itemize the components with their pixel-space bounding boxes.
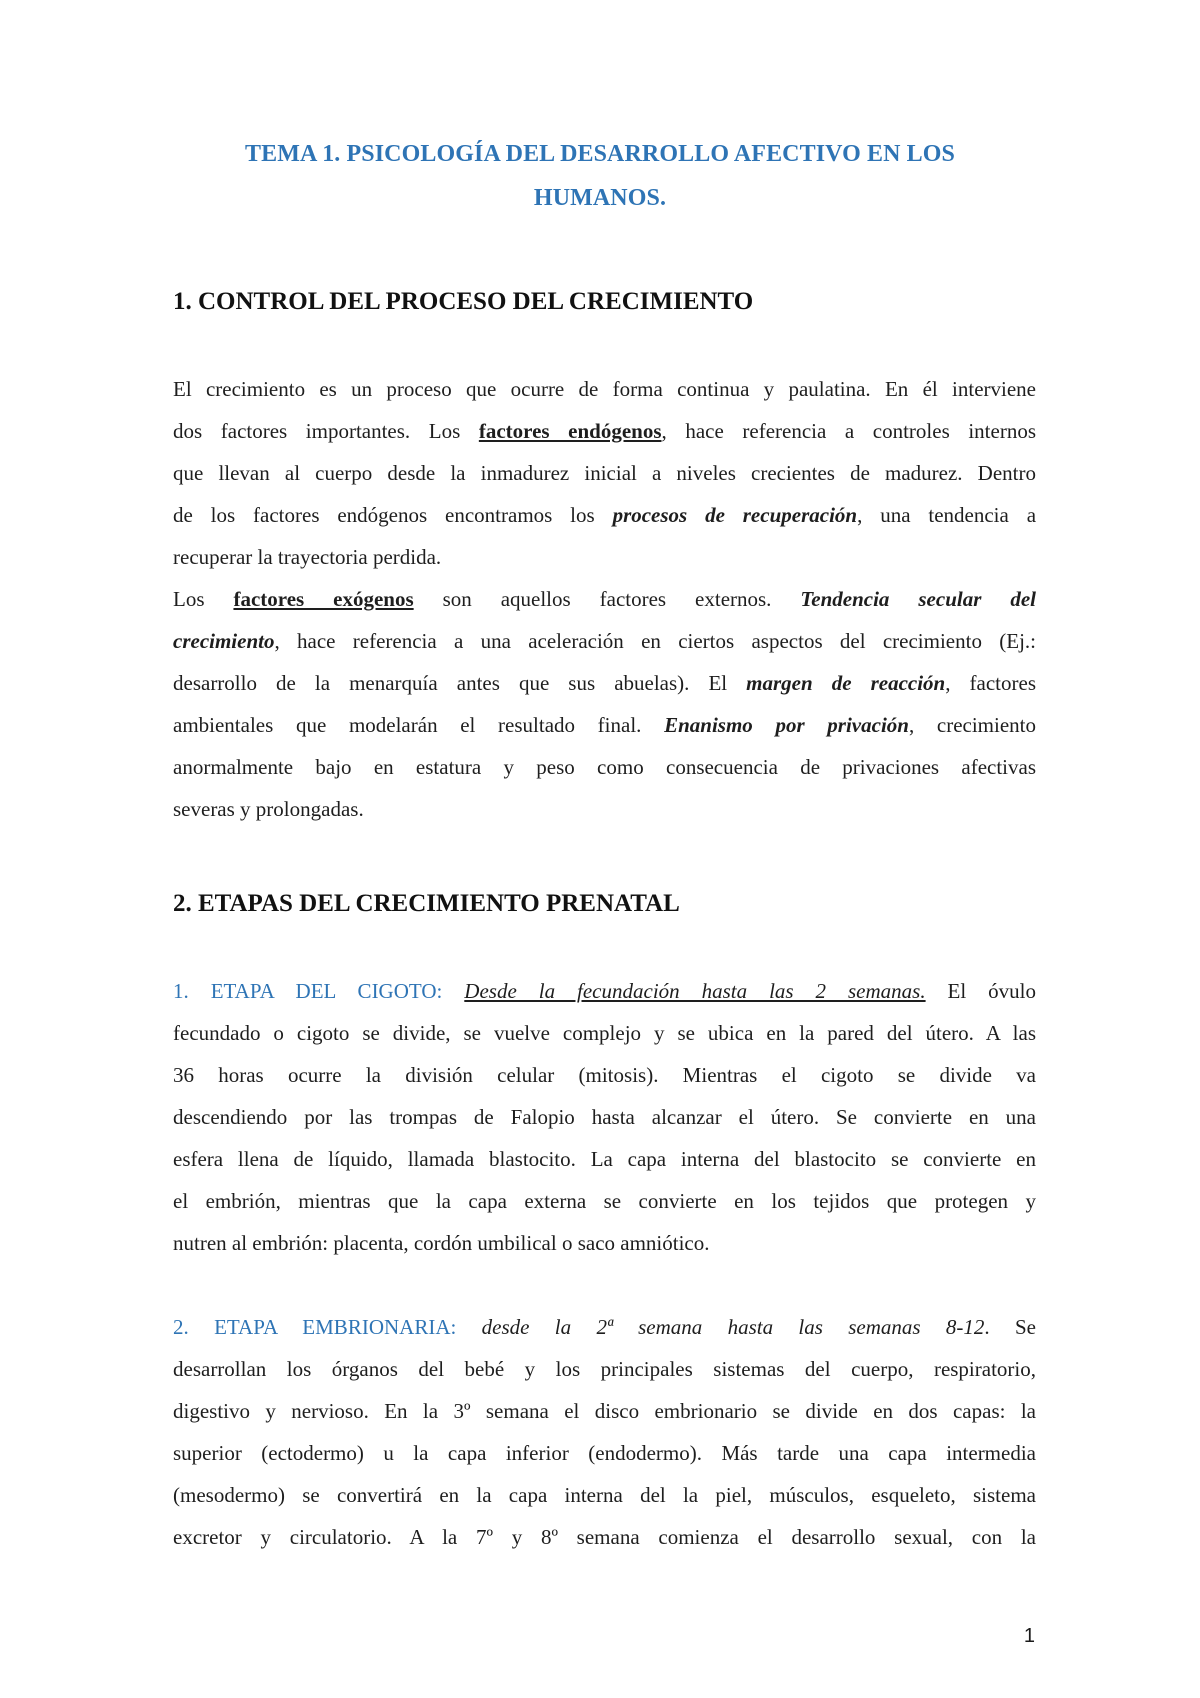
paragraph-line: nutren al embrión: placenta, cordón umbilical o saco amniótico. (173, 1231, 710, 1255)
paragraph-line (173, 578, 1036, 620)
paragraph-line (173, 494, 1036, 536)
document-title-line-1: TEMA 1. PSICOLOGÍA DEL DESARROLLO AFECTIVO EN LOS (245, 141, 955, 167)
term-enanismo-por-privacion: Enanismo por privación (664, 713, 909, 737)
paragraph-line: que llevan al cuerpo desde la inmadurez inicial a niveles crecientes de madurez. Dentro (173, 461, 1036, 485)
paragraph-line: 36 horas ocurre la división celular (mitosis). Mientras el cigoto se divide va (173, 1063, 1036, 1087)
stage-cigoto (173, 970, 1036, 1264)
text-run: Los (173, 587, 234, 611)
stage-embrionaria (173, 1306, 1036, 1558)
paragraph-line (173, 1306, 1036, 1348)
text-run: desarrollo de la menarquía antes que sus abuelas). El (173, 671, 747, 695)
text-run: dos factores importantes. Los (173, 419, 479, 443)
paragraph-line (173, 704, 1036, 746)
stage-range: desde la 2ª semana hasta las semanas 8-12 (481, 1315, 985, 1339)
page-number: 1 (1023, 1625, 1035, 1647)
text-run: El óvulo (925, 979, 1037, 1003)
term-tendencia-secular: Tendencia secular del (800, 587, 1036, 611)
paragraph-line: desarrollan los órganos del bebé y los principales sistemas del cuerpo, respiratorio, (173, 1357, 1036, 1381)
text-run: son aquellos factores externos. (413, 587, 801, 611)
text-run: , factores (945, 671, 1036, 695)
paragraph-line (173, 410, 1036, 452)
paragraph-line: (mesodermo) se convertirá en la capa interna del la piel, músculos, esqueleto, sistema (173, 1483, 1036, 1507)
paragraph-line: esfera llena de líquido, llamada blastocito. La capa interna del blastocito se convierte en (173, 1147, 1036, 1171)
paragraph-line: recuperar la trayectoria perdida. (173, 545, 442, 569)
paragraph-line (173, 620, 1036, 662)
term-margen-de-reaccion: margen de reacción (746, 671, 946, 695)
paragraph-line: fecundado o cigoto se divide, se vuelve complejo y se ubica en la pared del útero. A las (173, 1021, 1036, 1045)
paragraph-line: el embrión, mientras que la capa externa se convierte en los tejidos que protegen y (173, 1189, 1036, 1213)
paragraph-line: superior (ectodermo) u la capa inferior (endodermo). Más tarde una capa intermedia (173, 1441, 1036, 1465)
text-run: , crecimiento (908, 713, 1036, 737)
stage-label: 2. ETAPA EMBRIONARIA: (173, 1315, 482, 1339)
stage-label: 1. ETAPA DEL CIGOTO: (173, 979, 465, 1003)
text-run: , hace referencia a controles internos (661, 419, 1036, 443)
paragraph-line: El crecimiento es un proceso que ocurre de forma continua y paulatina. En él interviene (173, 377, 1036, 401)
paragraph-line: digestivo y nervioso. En la 3º semana el disco embrionario se divide en dos capas: la (173, 1399, 1036, 1423)
text-run: , hace referencia a una aceleración en ciertos aspectos del crecimiento (Ej.: (274, 629, 1036, 653)
section-1-heading: 1. CONTROL DEL PROCESO DEL CRECIMIENTO (173, 288, 754, 315)
paragraph-line (173, 662, 1036, 704)
text-run: . Se (984, 1315, 1037, 1339)
section-1-body (173, 368, 1036, 830)
term-crecimiento: crecimiento (173, 629, 275, 653)
paragraph-line (173, 970, 1036, 1012)
paragraph-line: anormalmente bajo en estatura y peso como consecuencia de privaciones afectivas (173, 755, 1036, 779)
stage-range: Desde la fecundación hasta las 2 semanas. (464, 979, 926, 1003)
paragraph-line: descendiendo por las trompas de Falopio hasta alcanzar el útero. Se convierte en una (173, 1105, 1036, 1129)
document-title (150, 132, 1050, 220)
text-run: , una tendencia a (857, 503, 1037, 527)
paragraph-line: severas y prolongadas. (173, 797, 364, 821)
term-factores-exogenos: factores exógenos (233, 587, 414, 611)
term-procesos-de-recuperacion: procesos de recuperación (612, 503, 858, 527)
paragraph-line: excretor y circulatorio. A la 7º y 8º semana comienza el desarrollo sexual, con la (173, 1525, 1036, 1549)
document-title-line-2: HUMANOS. (533, 185, 667, 211)
text-run: de los factores endógenos encontramos los (173, 503, 613, 527)
text-run: ambientales que modelarán el resultado final. (173, 713, 665, 737)
term-factores-endogenos: factores endógenos (478, 419, 662, 443)
section-2-heading: 2. ETAPAS DEL CRECIMIENTO PRENATAL (173, 890, 680, 917)
